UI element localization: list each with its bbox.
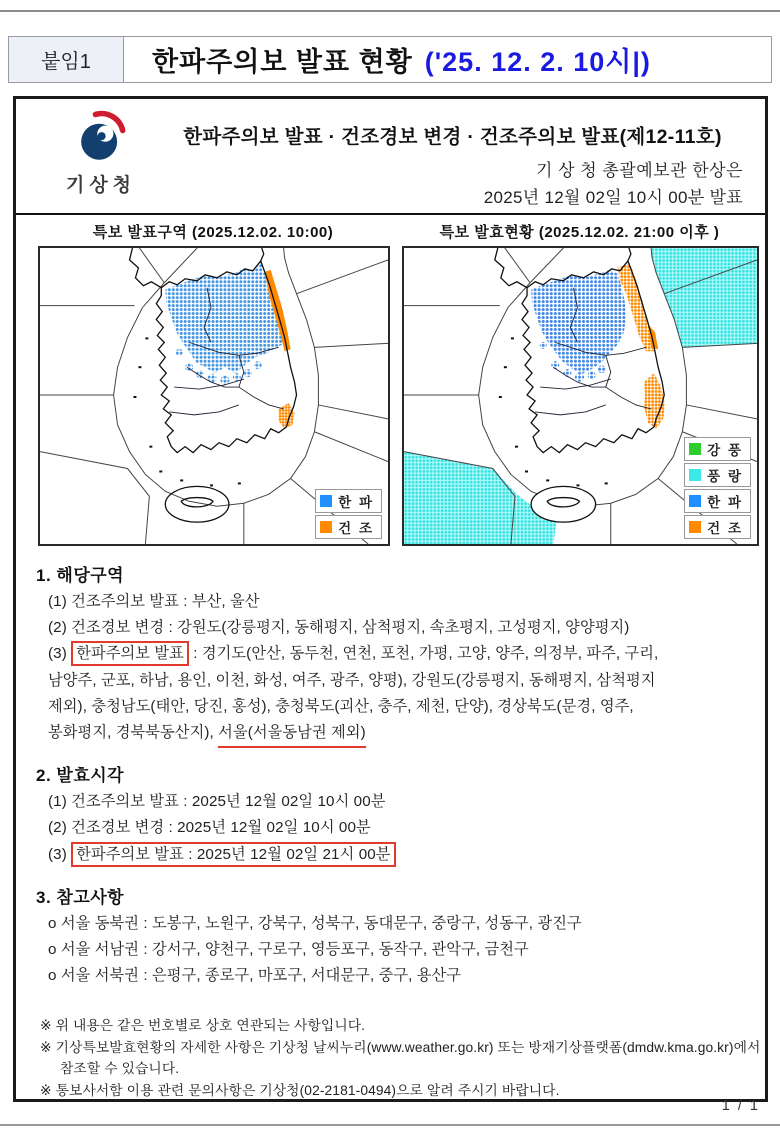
dry-label: 건 조 <box>707 521 743 536</box>
section1-item1: (1) 건조주의보 발표 : 부산, 울산 <box>48 593 260 610</box>
section2-item3 <box>48 842 753 868</box>
section3-item3: o 서울 서북권 : 은평구, 종로구, 마포구, 서대문구, 중구, 용산구 <box>48 967 462 985</box>
map-left-frame <box>38 246 390 546</box>
section1-item3-line3: 제외), 충청남도(태안, 당진, 홍성), 충청북도(괴산, 충주, 제천, 단양), 경상북도(문경, 영주, <box>48 697 634 715</box>
document-body <box>16 561 765 1101</box>
document-header <box>16 99 765 215</box>
item3-prefix: (3) <box>48 845 72 863</box>
page-title <box>124 37 771 82</box>
legend-dry <box>684 515 751 539</box>
footnote-1: ※ 위 내용은 같은 번호별로 상호 연관되는 사항입니다. <box>40 1018 366 1034</box>
map-left-title: 특보 발표구역 (2025.12.02. 10:00) <box>92 224 334 241</box>
legend-windwave <box>684 463 751 487</box>
dry-swatch <box>320 521 332 533</box>
coldwave-region <box>531 270 626 382</box>
section1-item2: (2) 건조경보 변경 : 강원도(강릉평지, 동해평지, 삼척평지, 속초평지, 고성평지, 양양평지) <box>48 619 630 637</box>
section2-item2: (2) 건조경보 변경 : 2025년 12월 02일 10시 00분 <box>48 819 371 837</box>
top-divider <box>0 10 780 12</box>
dry-swatch <box>689 521 701 533</box>
section1-item3-line2: 남양주, 군포, 하남, 용인, 이천, 화성, 여주, 광주, 양평), 강원도(강릉평지, 동해평지, 삼척평지 <box>48 671 656 689</box>
map-announced-zones <box>38 221 388 546</box>
footnote-2-line2: 참조할 수 있습니다. <box>60 1061 180 1077</box>
emblem-navy-head <box>98 132 106 140</box>
issue-datetime: 2025년 12월 02일 10시 00분 발표 <box>483 188 743 207</box>
windwave-label: 풍 랑 <box>707 469 743 484</box>
coldwave-time-highlight-box: 한파주의보 발표 : 2025년 12월 02일 21시 00분 <box>71 842 395 867</box>
legend-strongwind <box>684 437 751 461</box>
map-effective-zones <box>402 221 757 546</box>
item3-after: : 경기도(안산, 동두천, 연천, 포천, 가평, 고양, 양주, 의정부, 파주, 구리, <box>188 645 659 663</box>
windwave-swatch <box>689 469 701 481</box>
section3-item2: o 서울 서남권 : 강서구, 양천구, 구로구, 영등포구, 동작구, 관악구, 금천구 <box>48 941 529 959</box>
section3-heading: 3. 참고사항 <box>36 887 125 907</box>
item3-prefix: (3) <box>48 645 72 663</box>
advisory-title: 한파주의보 발표 · 건조경보 변경 · 건조주의보 발표(제12-11호) <box>183 126 722 148</box>
legend-coldwave <box>315 489 382 513</box>
strongwind-label: 강 풍 <box>707 443 743 458</box>
bottom-divider <box>0 1124 780 1126</box>
attachment-header <box>8 36 772 83</box>
coldwave-swatch <box>320 495 332 507</box>
agency-name: 기상청 <box>65 175 137 196</box>
coldwave-label: 한 파 <box>707 495 743 510</box>
attachment-label: 붙임1 <box>9 37 124 82</box>
coldwave-highlight-box: 한파주의보 발표 <box>71 641 189 666</box>
maps-section <box>16 215 765 547</box>
legend-coldwave <box>684 489 751 513</box>
footnotes <box>40 1015 761 1101</box>
dry-label: 건 조 <box>338 521 374 536</box>
map-left-legend <box>315 489 382 539</box>
dry-region <box>618 263 665 429</box>
kma-emblem-icon <box>70 107 132 169</box>
footnote-3: ※ 통보사서함 이용 관련 문의사항은 기상청(02-2181-0494)으로 알려 주시기 바랍니다. <box>40 1082 560 1098</box>
advisory-document <box>13 96 768 1102</box>
section3-item1: o 서울 동북권 : 도봉구, 노원구, 강북구, 성북구, 동대문구, 중랑구, 성동구, 광진구 <box>48 914 582 932</box>
section1-item3-line4 <box>48 720 753 748</box>
seoul-underline: 서울(서울동남권 제외) <box>218 720 366 748</box>
page-title-text: 한파주의보 발표 현황 <box>152 47 413 77</box>
section2-item1: (1) 건조주의보 발표 : 2025년 12월 02일 10시 00분 <box>48 793 386 811</box>
section1-item3-line1 <box>48 641 753 667</box>
section1-heading: 1. 해당구역 <box>36 566 125 585</box>
map-right-frame <box>402 246 759 546</box>
legend-dry <box>315 515 382 539</box>
kma-logo <box>48 107 154 197</box>
footnote-2-line1: ※ 기상특보발효현황의 자세한 사항은 기상청 날씨누리(www.weather.go.kr) 또는 방재기상플랫폼(dmdw.kma.go.kr)에서 <box>40 1039 761 1055</box>
issuer-name: 기 상 청 총괄예보관 한상은 <box>535 161 743 180</box>
section2-heading: 2. 발효시각 <box>36 766 125 786</box>
strongwind-swatch <box>689 443 701 455</box>
map-right-title: 특보 발효현황 (2025.12.02. 21:00 이후 ) <box>439 224 720 241</box>
coldwave-swatch <box>689 495 701 507</box>
page-title-date: ('25. 12. 2. 10시|) <box>424 47 651 77</box>
item3-line4-pre: 봉화평지, 경북북동산지), <box>48 724 219 742</box>
coldwave-label: 한 파 <box>338 495 374 510</box>
page-number: 1 / 1 <box>721 1098 760 1114</box>
map-right-legend <box>684 437 751 539</box>
